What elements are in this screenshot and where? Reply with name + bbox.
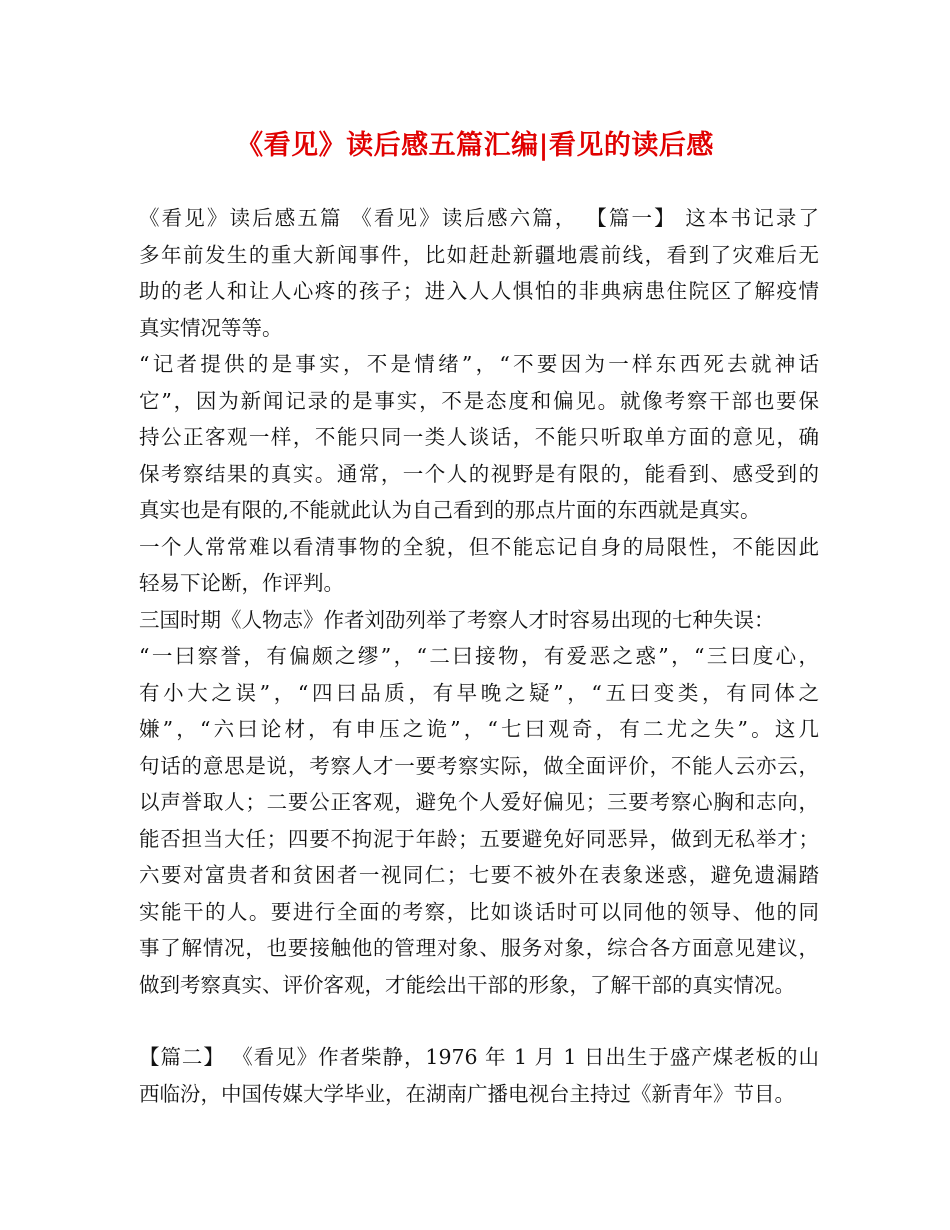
text-line: 轻易下论断，作评判。 — [139, 571, 344, 595]
text-line: 嫌”，“六曰论材，有申压之诡”，“七曰观奇，有二尤之失”。这几 — [139, 717, 819, 741]
text-line: 能否担当大任；四要不拘泥于年龄；五要避免好同恶异，做到无私举才； — [139, 826, 819, 851]
text-line: 【篇二】 《看见》作者柴静，1976 年 1 月 1 日出生于盛产煤老板的山 — [139, 1045, 819, 1069]
text-line: 它”，因为新闻记录的是事实，不是态度和偏见。就像考察干部也要保 — [139, 388, 819, 413]
text-line: 《看见》读后感五篇 《看见》读后感六篇， 【篇一】 这本书记录了 — [139, 206, 819, 230]
text-line: 句话的意思是说，考察人才一要考察实际，做全面评价，不能人云亦云， — [139, 753, 819, 778]
paragraph-gap — [139, 1003, 819, 1039]
text-line: 西临汾，中国传媒大学毕业，在湖南广播电视台主持过《新青年》节目。 — [139, 1081, 795, 1106]
text-line: 真实情况等等。 — [139, 315, 283, 340]
text-line: 有小大之误”，“四曰品质，有早晚之疑”，“五曰变类，有同体之 — [139, 680, 819, 705]
text-line: 持公正客观一样，不能只同一类人谈话，不能只听取单方面的意见，确 — [139, 425, 819, 449]
text-line: 助的老人和让人心疼的孩子；进入人人惧怕的非典病患住院区了解疫情 — [139, 279, 819, 303]
document-title: 《看见》读后感五篇汇编|看见的读后感 — [236, 130, 714, 161]
text-line: 做到考察真实、评价客观，才能绘出干部的形象，了解干部的真实情况。 — [139, 972, 795, 997]
text-line: “记者提供的是事实，不是情绪”，“不要因为一样东西死去就神话 — [139, 352, 819, 376]
document-body — [139, 200, 819, 1112]
text-line: 真实也是有限的,不能就此认为自己看到的那点片面的东西就是真实。 — [139, 498, 761, 522]
text-line: 实能干的人。要进行全面的考察，比如谈话时可以同他的领导、他的同 — [139, 899, 819, 924]
text-line: 事了解情况，也要接触他的管理对象、服务对象，综合各方面意见建议， — [139, 936, 819, 960]
text-line: 一个人常常难以看清事物的全貌，但不能忘记自身的局限性，不能因此 — [139, 534, 819, 559]
text-line: 以声誉取人；二要公正客观，避免个人爱好偏见；三要考察心胸和志向， — [139, 790, 819, 814]
text-line: 三国时期《人物志》作者刘劭列举了考察人才时容易出现的七种失误： — [139, 607, 775, 632]
text-line: 六要对富贵者和贫困者一视同仁；七要不被外在表象迷惑，避免遗漏踏 — [139, 863, 819, 887]
text-line: 多年前发生的重大新闻事件，比如赶赴新疆地震前线，看到了灾难后无 — [139, 242, 819, 267]
text-line: 保考察结果的真实。通常，一个人的视野是有限的，能看到、感受到的 — [139, 461, 819, 486]
text-line: “一曰察誉，有偏颇之缪”，“二曰接物，有爱恶之惑”，“三曰度心， — [139, 644, 819, 668]
